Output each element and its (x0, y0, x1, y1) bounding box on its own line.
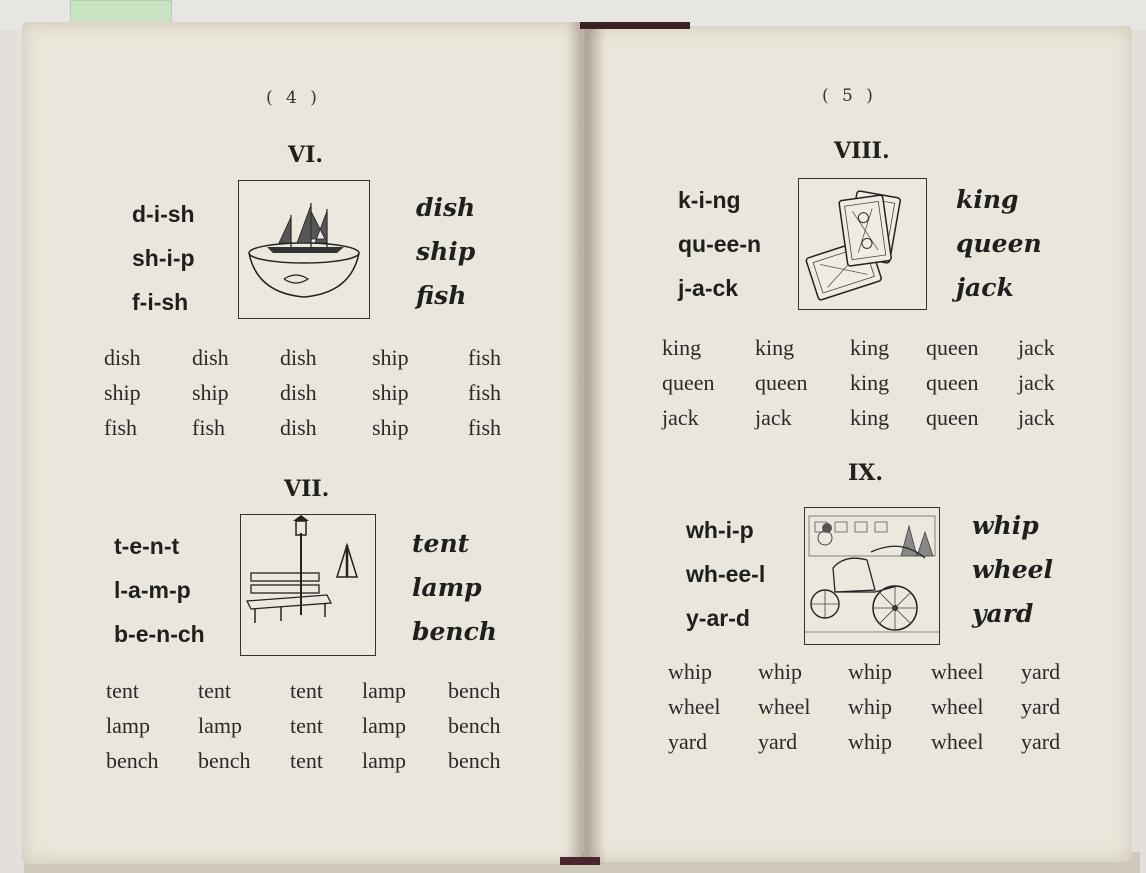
ship-in-dish-illustration (238, 180, 370, 319)
word: jack (956, 273, 1014, 302)
spelling: j-a-ck (678, 275, 739, 301)
drill-word: queen (926, 370, 979, 395)
playing-cards-illustration (798, 178, 927, 310)
word: king (956, 185, 1019, 214)
drill-word: whip (848, 729, 892, 754)
drill-word: wheel (758, 694, 811, 719)
drill-word: bench (106, 748, 159, 773)
drill-word: lamp (362, 713, 406, 738)
drill-word: queen (662, 370, 715, 395)
drill-word: ship (192, 380, 229, 405)
spelling: qu-ee-n (678, 231, 762, 257)
drill-word: lamp (198, 713, 242, 738)
drill-word: bench (448, 713, 501, 738)
lesson-viii-drill (662, 330, 1078, 435)
drill-word: lamp (362, 748, 406, 773)
drill-word: tent (290, 678, 323, 703)
drill-word: lamp (106, 713, 150, 738)
drill-word: fish (468, 345, 501, 370)
lesson-viii-heading: VIII. (834, 138, 890, 164)
spelling: k-i-ng (678, 187, 741, 213)
lesson-vii-words (412, 522, 497, 654)
spelling: wh-ee-l (686, 561, 766, 587)
spelling: l-a-m-p (114, 577, 191, 603)
drill-word: jack (1018, 370, 1055, 395)
carriage-in-yard-illustration (804, 507, 940, 645)
drill-word: wheel (931, 694, 984, 719)
drill-word: tent (290, 713, 323, 738)
drill-word: queen (755, 370, 808, 395)
lesson-viii-spellings (678, 178, 761, 310)
drill-word: yard (1021, 729, 1061, 754)
drill-word: fish (468, 380, 501, 405)
drill-word: jack (1018, 405, 1055, 430)
lesson-vii-heading: VII. (284, 476, 330, 502)
word: whip (972, 511, 1039, 540)
page-number-right: ( 5 ) (822, 86, 877, 106)
drill-word: king (850, 370, 890, 395)
drill-word: tent (290, 748, 323, 773)
drill-word: dish (104, 345, 141, 370)
word: tent (412, 529, 470, 558)
lesson-ix-words (972, 504, 1053, 636)
word: ship (416, 237, 476, 266)
spelling: y-ar-d (686, 605, 750, 631)
drill-word: dish (280, 380, 317, 405)
drill-word: jack (1018, 335, 1055, 360)
drill-word: king (850, 335, 890, 360)
drill-word: whip (758, 659, 802, 684)
page-number-left: ( 4 ) (266, 88, 321, 108)
lesson-vii-spellings (114, 524, 205, 656)
drill-word: dish (192, 345, 229, 370)
drill-word: tent (198, 678, 231, 703)
lesson-vii-drill (106, 673, 518, 778)
lamp-bench-tent-illustration (240, 514, 376, 656)
binding-top (580, 22, 690, 29)
lesson-ix-drill (668, 654, 1081, 759)
drill-word: tent (106, 678, 139, 703)
spelling: t-e-n-t (114, 533, 180, 559)
drill-word: ship (372, 415, 409, 440)
drill-word: lamp (362, 678, 406, 703)
drill-word: yard (1021, 694, 1061, 719)
drill-word: wheel (931, 729, 984, 754)
drill-word: king (850, 405, 890, 430)
drill-word: fish (192, 415, 225, 440)
word: wheel (972, 555, 1054, 584)
drill-word: king (755, 335, 795, 360)
drill-word: ship (104, 380, 141, 405)
lesson-ix-spellings (686, 508, 765, 640)
drill-word: bench (198, 748, 251, 773)
drill-word: bench (448, 678, 501, 703)
word: fish (416, 281, 467, 310)
lesson-vi-heading: VI. (288, 142, 324, 168)
drill-word: whip (668, 659, 712, 684)
word: queen (956, 229, 1042, 258)
drill-word: ship (372, 345, 409, 370)
spelling: d-i-sh (132, 201, 195, 227)
lesson-vi-spellings (132, 192, 195, 324)
drill-word: ship (372, 380, 409, 405)
spelling: f-i-sh (132, 289, 189, 315)
word: yard (972, 599, 1034, 628)
drill-word: whip (848, 694, 892, 719)
word: lamp (412, 573, 482, 602)
drill-word: fish (468, 415, 501, 440)
lesson-ix-heading: IX. (848, 460, 884, 486)
drill-word: king (662, 335, 702, 360)
drill-word: dish (280, 345, 317, 370)
drill-word: yard (668, 729, 708, 754)
drill-word: dish (280, 415, 317, 440)
drill-word: yard (758, 729, 798, 754)
drill-word: queen (926, 335, 979, 360)
word: dish (416, 193, 476, 222)
drill-word: wheel (931, 659, 984, 684)
drill-word: bench (448, 748, 501, 773)
drill-word: wheel (668, 694, 721, 719)
spelling: sh-i-p (132, 245, 195, 271)
drill-word: fish (104, 415, 137, 440)
lesson-vi-words (416, 186, 475, 318)
drill-word: jack (662, 405, 699, 430)
drill-word: whip (848, 659, 892, 684)
drill-word: jack (755, 405, 792, 430)
binding-bottom (560, 857, 600, 865)
drill-word: queen (926, 405, 979, 430)
word: bench (412, 617, 497, 646)
drill-word: yard (1021, 659, 1061, 684)
spelling: wh-i-p (686, 517, 754, 543)
lesson-viii-words (956, 178, 1042, 310)
lesson-vi-drill (104, 340, 528, 445)
book-gutter (566, 22, 606, 864)
spelling: b-e-n-ch (114, 621, 205, 647)
